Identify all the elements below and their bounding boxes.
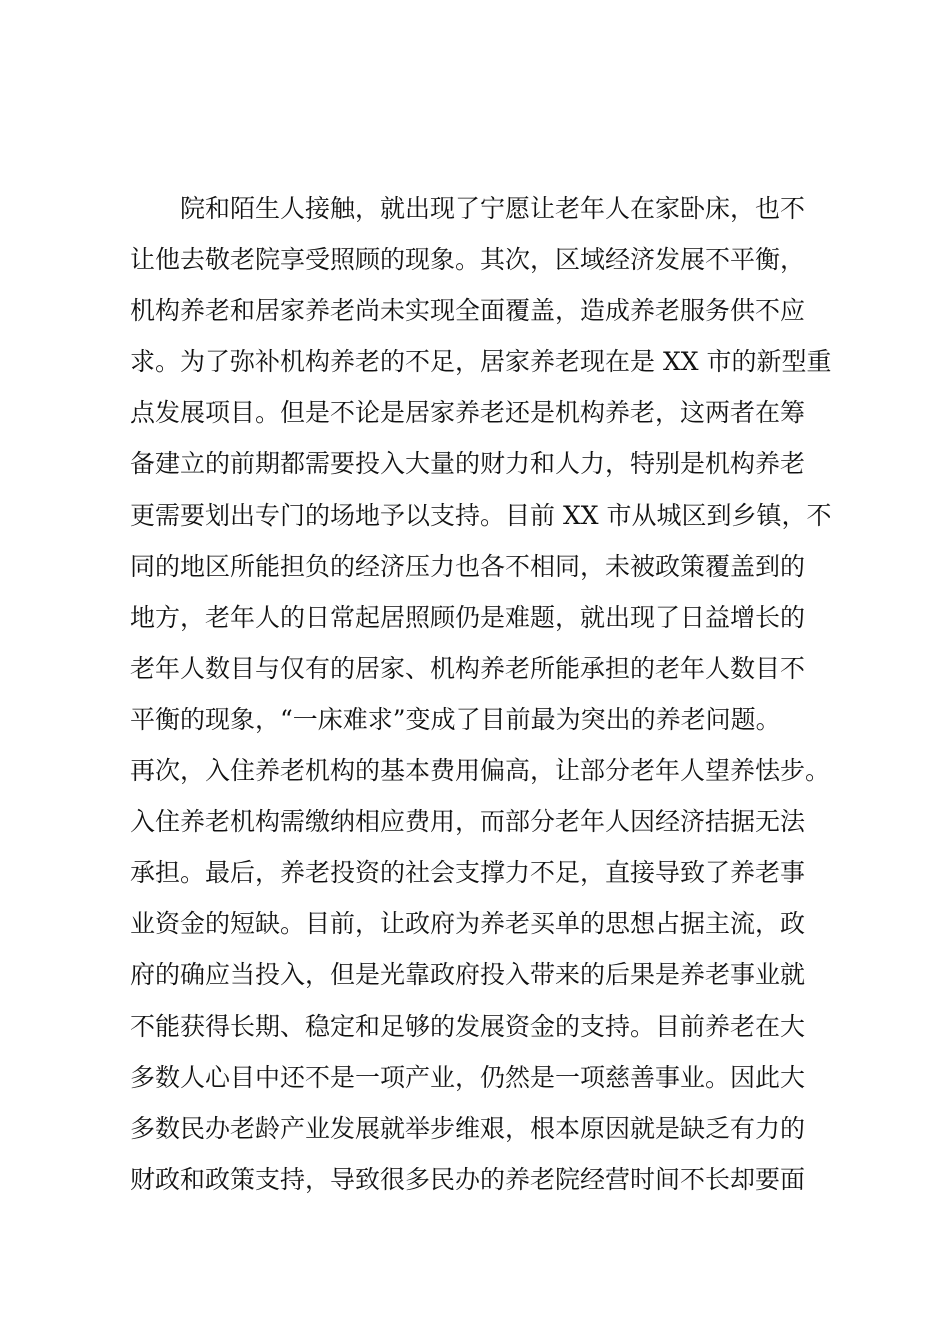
text-line: 承担。最后，养老投资的社会支撑力不足，直接导致了养老事	[130, 858, 806, 888]
text-line: 备建立的前期都需要投入大量的财力和人力，特别是机构养老	[130, 449, 806, 479]
text-line: 机构养老和居家养老尚未实现全面覆盖，造成养老服务供不应	[130, 296, 806, 326]
text-line: 点发展项目。但是不论是居家养老还是机构养老，这两者在筹	[130, 398, 806, 428]
text-line: 再次，入住养老机构的基本费用偏高，让部分老年人望养怯步。	[130, 756, 831, 786]
text-line: 院和陌生人接触，就出现了宁愿让老年人在家卧床，也不	[180, 194, 806, 223]
body-paragraph	[130, 183, 850, 1205]
text-line: 不能获得长期、稳定和足够的发展资金的支持。目前养老在大	[130, 1011, 806, 1041]
text-line: 平衡的现象，“一床难求”变成了目前最为突出的养老问题。	[130, 704, 781, 734]
text-line: 更需要划出专门的场地予以支持。目前 XX 市从城区到乡镇，不	[130, 500, 832, 530]
text-line: 府的确应当投入，但是光靠政府投入带来的后果是养老事业就	[130, 960, 806, 990]
text-line: 入住养老机构需缴纳相应费用，而部分老年人因经济拮据无法	[130, 807, 806, 837]
text-line: 地方，老年人的日常起居照顾仍是难题，就出现了日益增长的	[130, 602, 806, 632]
text-line: 让他去敬老院享受照顾的现象。其次，区域经济发展不平衡，	[130, 245, 806, 275]
text-line: 财政和政策支持，导致很多民办的养老院经营时间不长却要面	[130, 1164, 806, 1194]
text-line: 同的地区所能担负的经济压力也各不相同，未被政策覆盖到的	[130, 551, 806, 581]
text-line: 多数民办老龄产业发展就举步维艰，根本原因就是缺乏有力的	[130, 1113, 806, 1143]
text-line: 求。为了弥补机构养老的不足，居家养老现在是 XX 市的新型重	[130, 347, 832, 377]
text-line: 老年人数目与仅有的居家、机构养老所能承担的老年人数目不	[130, 653, 806, 683]
text-line: 多数人心目中还不是一项产业，仍然是一项慈善事业。因此大	[130, 1062, 806, 1092]
text-line: 业资金的短缺。目前，让政府为养老买单的思想占据主流，政	[130, 909, 806, 939]
